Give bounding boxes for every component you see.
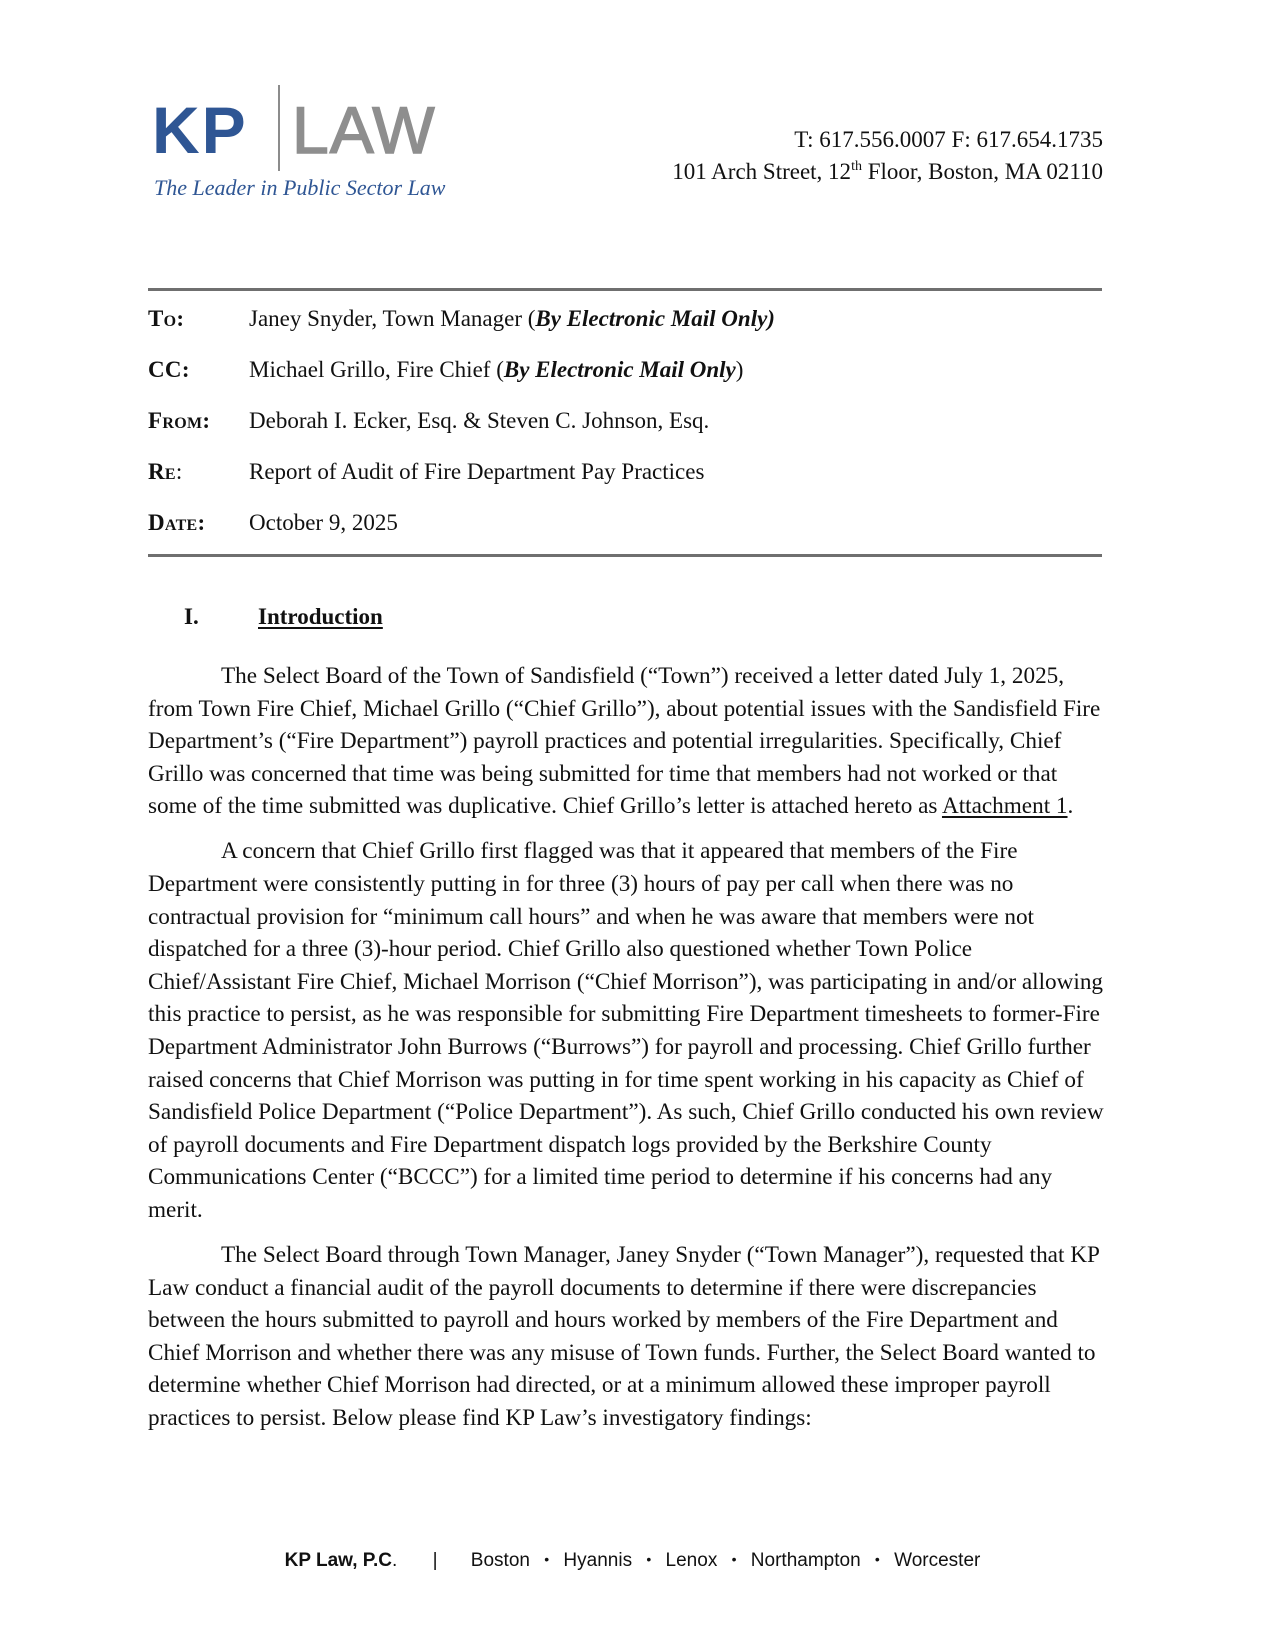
paragraph-3: The Select Board through Town Manager, Janey Snyder (“Town Manager”), requested that KP Law conduct a financial audit of the payroll documents to determine if there were discrepancies between the hours submitted to payroll and hours worked by members of the Fire Department and Chief Morrison and whether there was any misuse of Town funds. Further, the Select Board wanted to determine whether Chief Morrison had directed, or at a minimum allowed these improper payroll practices to persist. Below please find KP Law’s investigatory findings: [148,1242,1099,1432]
memo-cc-delivery: By Electronic Mail Only [503,357,736,382]
memo-re-label [148,456,183,488]
footer-office-hyannis: Hyannis [563,1550,633,1571]
address-line [672,156,1103,188]
memo-cc-close: ) [735,357,744,382]
bullet-icon: • [544,1551,550,1567]
paragraph-1-end: . [1067,793,1074,820]
memo-re-colon: : [175,459,183,484]
memo-to-name: Janey Snyder, Town Manager ( [249,306,536,331]
footer-office-worcester: Worcester [894,1550,981,1571]
kp-law-logo [152,85,472,205]
paragraph-1-text: The Select Board of the Town of Sandisfield (“Town”) received a letter dated July 1, 2025, from Town Fire Chief, Michael Grillo (“Chief Grillo”), about potential issues with the Sandisfield Fire Department’s (“Fire Department”) payroll practices and potential irregularities. Specifically, Chief Grillo was concerned that time was being submitted for time that members had not worked or that some of the time submitted was duplicative. Chief Grillo’s letter is attached hereto as [148,663,1101,820]
memo-to-delivery: By Electronic Mail Only) [535,306,775,331]
phone-fax-line: T: 617.556.0007 F: 617.654.1735 [794,127,1103,152]
memo-to-value [249,303,775,335]
bullet-icon: • [874,1551,880,1567]
paragraph-2: A concern that Chief Grillo first flagged was that it appeared that members of the Fire Department were consistently putting in for three (3) hours of pay per call when there was no contractual provision for “minimum call hours” and when he was aware that members were not dispatched for a three (3)-hour period. Chief Grillo also questioned whether Town Police Chief/Assistant Fire Chief, Michael Morrison (“Chief Morrison”), was participating in and/or allowing this practice to persist, as he was responsible for submitting Fire Department timesheets to former-Fire Department Administrator John Burrows (“Burrows”) for payroll and processing. Chief Grillo further raised concerns that Chief Morrison was putting in for time spent working in his capacity as Chief of Sandisfield Police Department (“Police Department”). As such, Chief Grillo conducted his own review of payroll documents and Fire Department dispatch logs provided by the Berkshire County Communications Center (“BCCC”) for a limited time period to determine if his concerns had any merit. [148,838,1104,1223]
memo-to-label: To: [148,306,185,331]
logo-law-text: LAW [292,93,436,167]
memo-cc-value [249,354,743,386]
footer-separator: | [432,1550,438,1571]
address-ordinal: th [851,159,862,174]
address-city: Floor, Boston, MA 02110 [861,159,1103,184]
logo-divider [278,85,280,171]
memo-from-value: Deborah I. Ecker, Esq. & Steven C. Johnson, Esq. [249,408,710,433]
logo-tagline: The Leader in Public Sector Law [154,175,446,200]
header-rule-bottom [148,554,1102,557]
attachment-1-reference: Attachment 1 [941,793,1068,820]
logo-kp-text: KP [152,93,248,167]
footer-office-boston: Boston [470,1550,530,1571]
section-title: Introduction [258,604,383,629]
contact-block [672,124,1103,188]
page-footer [0,1547,1265,1573]
section-number: I. [184,604,199,629]
footer-firm-period: . [392,1550,398,1571]
memo-cc-name: Michael Grillo, Fire Chief ( [249,357,504,382]
section-heading [184,601,383,633]
memo-re-label-text: Re [148,459,176,484]
memo-date-value: October 9, 2025 [249,510,398,535]
bullet-icon: • [646,1551,652,1567]
paragraph-1 [148,660,1108,823]
footer-firm-name: KP Law, P.C [284,1550,393,1571]
bullet-icon: • [731,1551,737,1567]
memo-date-label: Date: [148,510,206,535]
footer-office-lenox: Lenox [665,1550,718,1571]
memo-from-label: From: [148,408,211,433]
address-street: 101 Arch Street, 12 [672,159,852,184]
memo-re-value: Report of Audit of Fire Department Pay Practices [249,459,705,484]
header-rule-top [148,288,1102,291]
footer-office-northampton: Northampton [750,1550,861,1571]
body-text [148,660,1108,1447]
memo-cc-label: CC: [148,357,190,382]
